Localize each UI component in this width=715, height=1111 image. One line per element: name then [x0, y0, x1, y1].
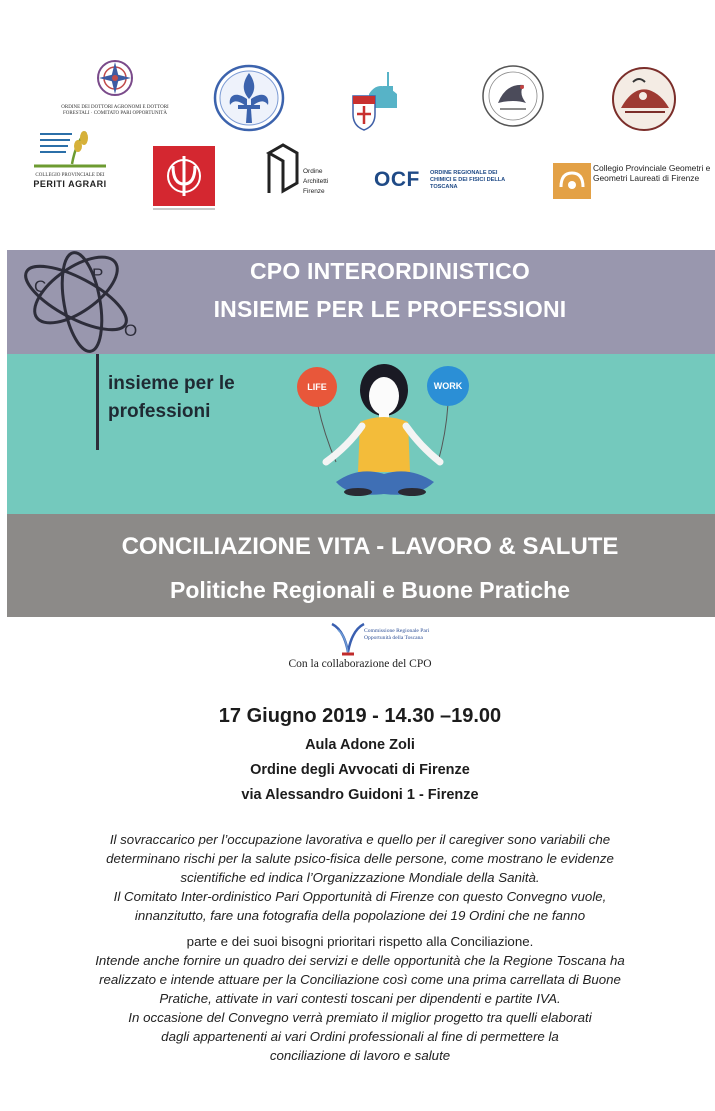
logo-periti-name: PERITI AGRARI: [33, 179, 107, 189]
banner-tagline: insieme per le professioni: [108, 373, 235, 422]
banner-subtitle1: CONCILIAZIONE VITA - LAVORO & SALUTE: [121, 533, 619, 560]
bird-seal-icon: [480, 63, 546, 129]
body-line: determinano rischi per la salute psico-fisica delle persone, come mostrano le evidenze: [106, 851, 614, 866]
svg-text:O: O: [124, 321, 138, 340]
cpo-atom-logo-icon: [8, 250, 158, 360]
logo-fleur-de-lis: [212, 63, 286, 133]
psi-icon: [153, 146, 215, 212]
logo-ocf-text: ORDINE REGIONALE DEI CHIMICI E DEI FISICI DELLA TOSCANA: [430, 170, 505, 190]
city-shield-icon: [345, 68, 413, 134]
geology-seal-icon: [609, 66, 679, 132]
logo-ingegneri-city: [345, 68, 413, 134]
balloon-life-label: LIFE: [307, 382, 327, 392]
regione-wave-logo-icon: [330, 620, 366, 658]
collaboration-caption: Con la collaborazione del CPO: [288, 658, 432, 670]
geometri-mark-icon: [553, 163, 591, 199]
balloon-work: [427, 366, 469, 406]
body-line: realizzato e intende attuare per la Conciliazione così come una prima carrellata di Buone: [99, 972, 621, 987]
body-paragraph: [40, 830, 680, 1065]
body-line: dagli appartenenti ai vari Ordini professionali al fine di permettere la: [161, 1029, 559, 1044]
compass-rose-icon: [60, 58, 170, 100]
body-line: In occasione del Convegno verrà premiato il miglior progetto tra quelli elaborati: [128, 1010, 592, 1025]
fleur-de-lis-icon: [212, 63, 286, 133]
event-venue: Aula Adone Zoli: [305, 737, 415, 753]
svg-text:C: C: [34, 277, 47, 296]
body-line: scientifiche ed indica l’Organizzazione Mondiale della Sanità.: [180, 870, 540, 885]
event-address: via Alessandro Guidoni 1 - Firenze: [241, 787, 479, 803]
banner-title-line2: INSIEME PER LE PROFESSIONI: [213, 296, 567, 322]
regione-logo-text: Commissione Regionale Pari Opportunità della Toscana: [364, 628, 430, 641]
body-line: innanzitutto, fare una fotografia della popolazione dei 19 Ordini che ne fanno: [134, 908, 586, 923]
cpo-logo-tail: [96, 354, 99, 450]
logo-agronomi-text: ORDINE DEI DOTTORI AGRONOMI E DOTTORI FORESTALI · COMITATO PARI OPPORTUNITÀ: [61, 105, 169, 116]
logo-architetti-text: Ordine Architetti Firenze: [303, 168, 329, 195]
banner-title-line1: CPO INTERORDINISTICO: [249, 258, 530, 284]
logo-geometri-text: Collegio Provinciale Geometri e Geometri Laureati di Firenze: [593, 163, 715, 183]
logo-architetti: [265, 143, 345, 203]
logo-ocf-acronym: OCF: [374, 168, 420, 191]
banner-subtitle2: Politiche Regionali e Buone Pratiche: [169, 577, 571, 603]
logo-geologi: [609, 66, 679, 132]
event-date: 17 Giugno 2019 - 14.30 –19.00: [218, 705, 502, 727]
logo-periti-agrari: [30, 128, 110, 203]
architecture-cube-icon: [265, 143, 301, 203]
body-line: Pratiche, attivate in vari contesti toscani per dipendenti e partite IVA.: [159, 991, 561, 1006]
balloon-work-label: WORK: [433, 381, 463, 391]
wheat-icon: [30, 128, 110, 168]
body-line: Il sovraccarico per l’occupazione lavorativa e quello per il caregiver sono variabili che: [109, 832, 611, 847]
logo-agronomi: [60, 58, 170, 120]
body-line: parte e dei suoi bisogni prioritari rispetto alla Conciliazione.: [186, 934, 534, 949]
body-line: conciliazione di lavoro e salute: [269, 1048, 451, 1063]
logo-ocf: [374, 168, 514, 194]
logo-seal-bird: [480, 63, 546, 129]
event-host: Ordine degli Avvocati di Firenze: [250, 762, 470, 778]
body-line: Il Comitato Inter-ordinistico Pari Opportunità di Firenze con questo Convegno vuole,: [113, 889, 607, 904]
body-line: Intende anche fornire un quadro dei servizi e delle opportunità che la Regione Toscana ha: [95, 953, 625, 968]
balloon-life: [297, 367, 337, 407]
svg-text:P: P: [92, 265, 104, 284]
logo-periti-small: COLLEGIO PROVINCIALE DEI: [35, 173, 105, 178]
logo-psicologi: [153, 146, 215, 212]
logo-geometri: [553, 163, 715, 201]
